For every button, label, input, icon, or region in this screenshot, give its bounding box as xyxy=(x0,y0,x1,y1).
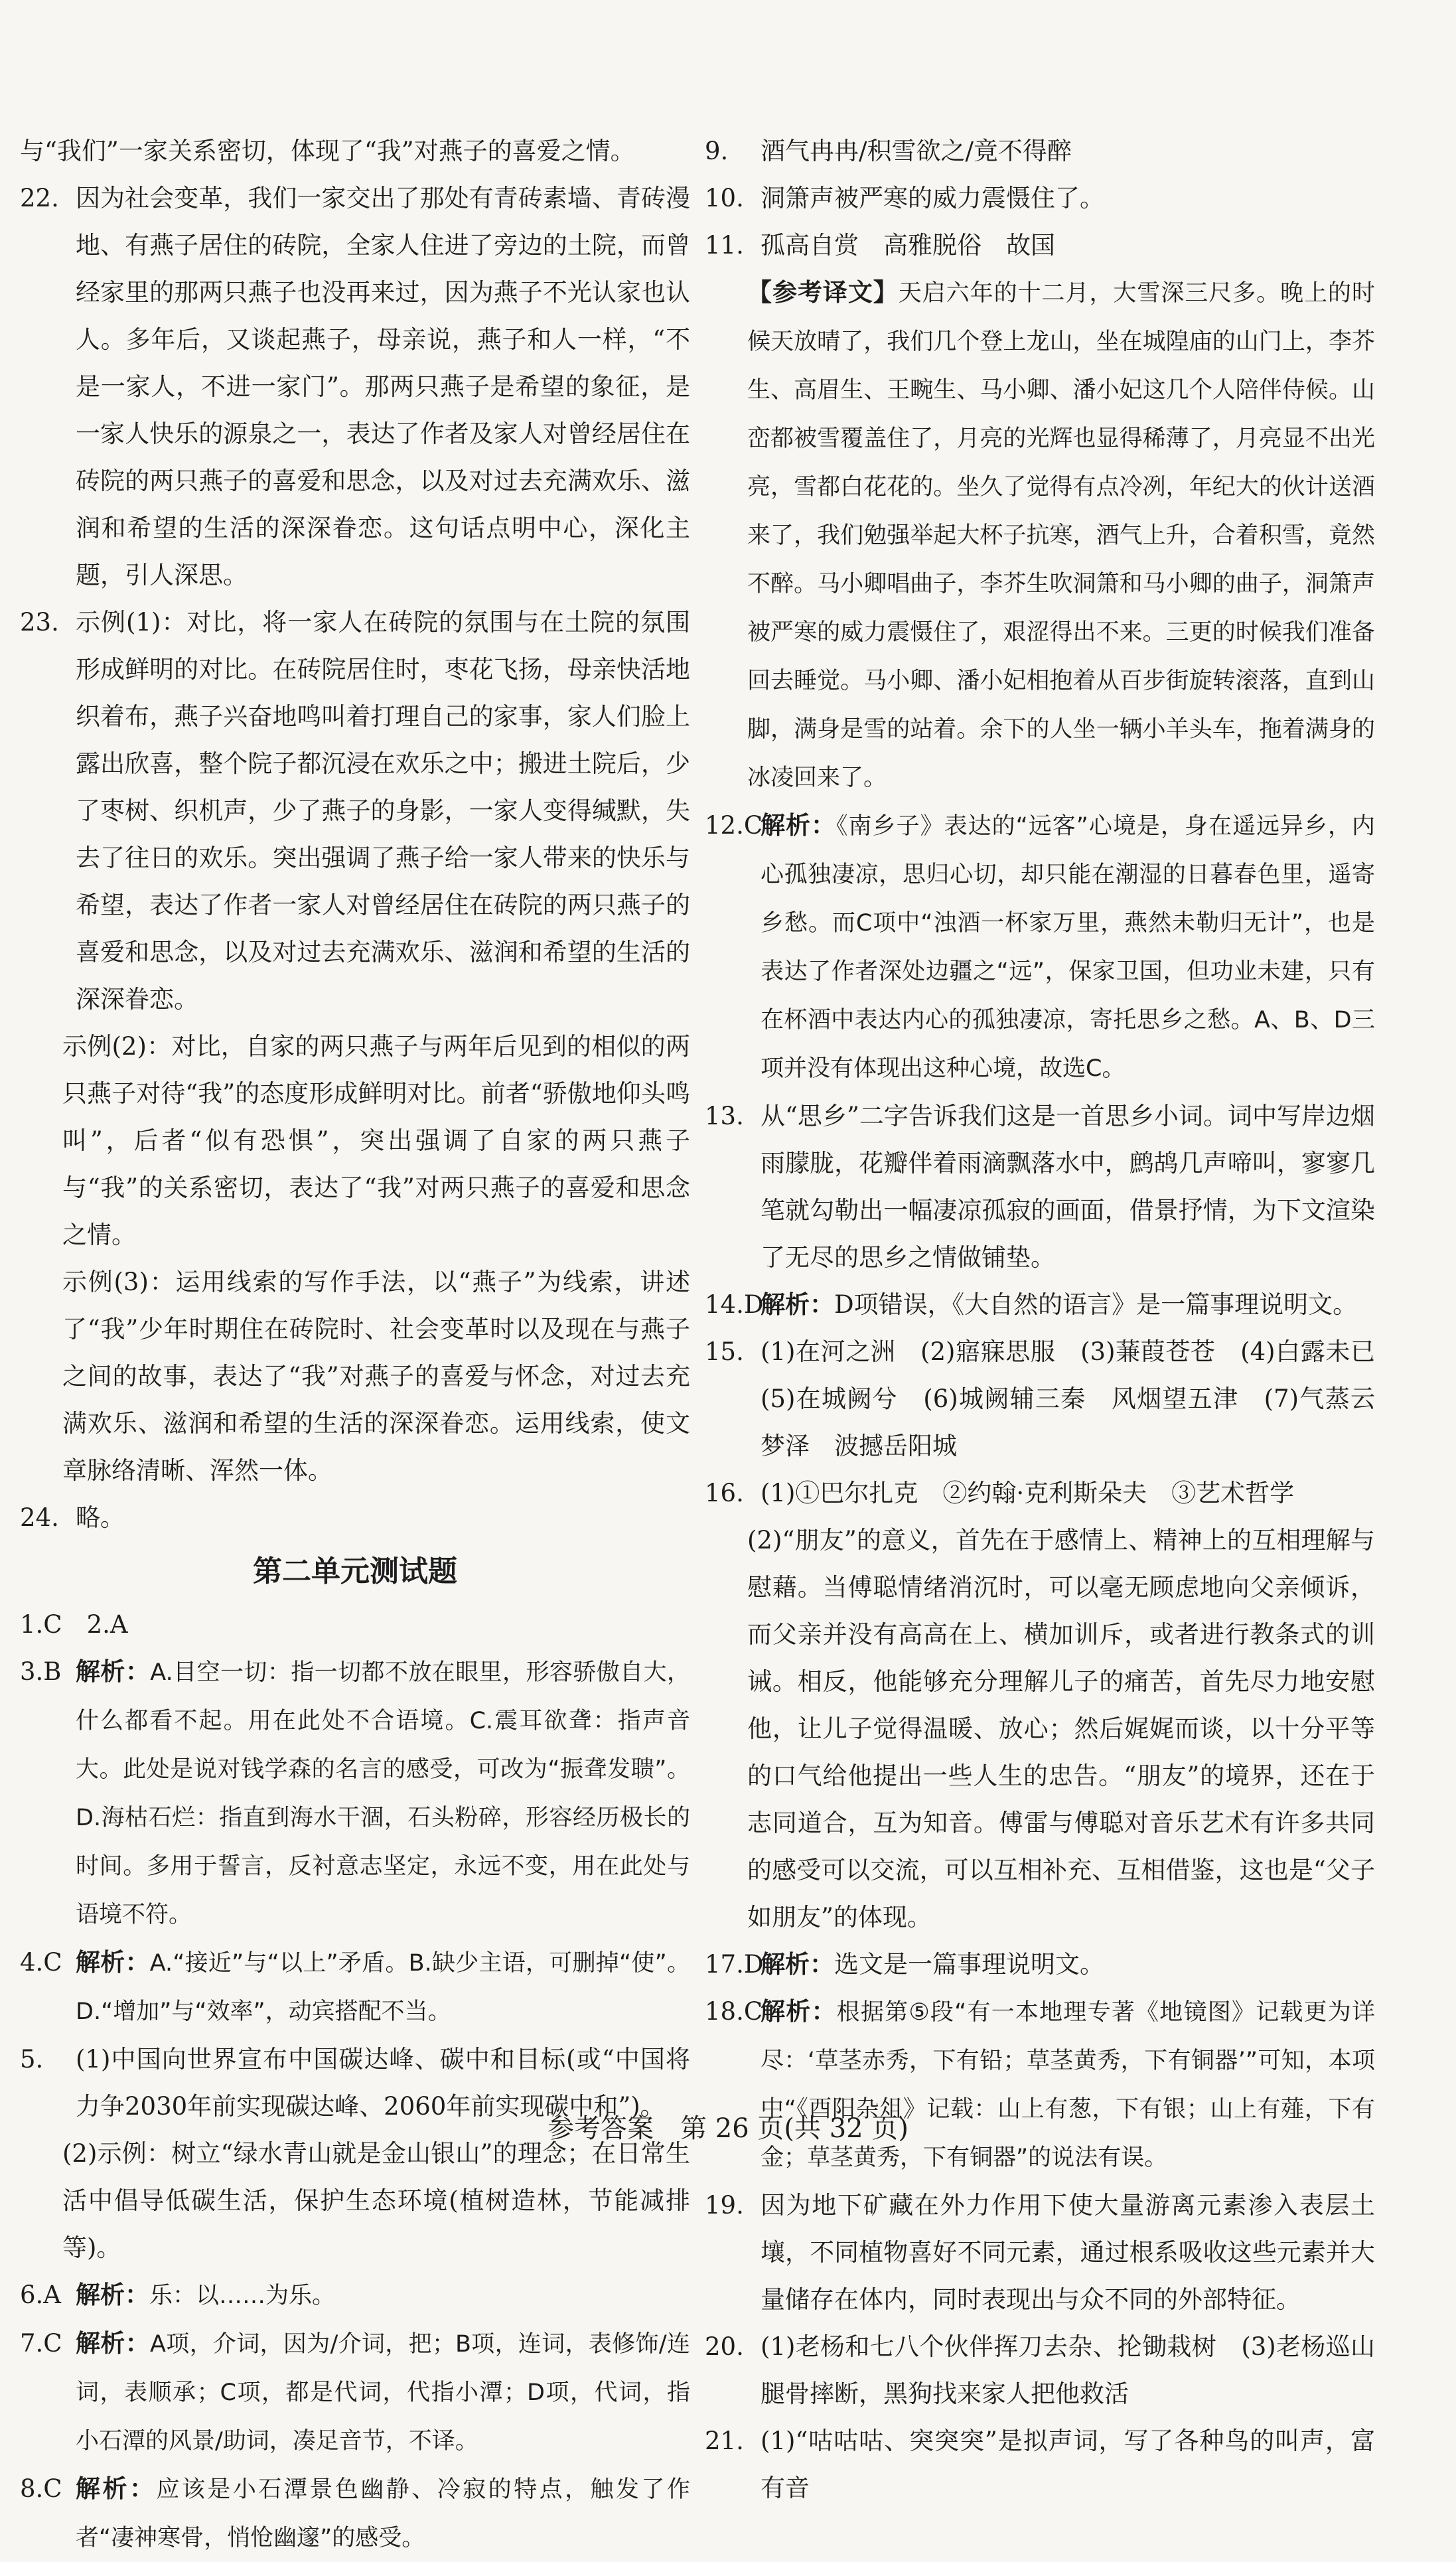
answer-21 xyxy=(705,2417,1375,2512)
answer-number: 8.C xyxy=(20,2474,62,2503)
answer-18 xyxy=(705,1988,1375,2182)
answer-text: (1)中国向世界宣布中国碳达峰、碳中和目标(或“中国将力争2030年前实现碳达峰、2060年前实现碳中和”)。 xyxy=(76,2045,690,2121)
answer-23 xyxy=(20,599,690,1023)
answer-16-part-2: (2)“朋友”的意义，首先在于感情上、精神上的互相理解与慰藉。当傅聪情绪消沉时，可以毫无顾虑地向父亲倾诉，而父亲并没有高高在上、横加训斥，或者进行教条式的训诫。相反，他能够充分理解儿子的痛苦，首先尽力地安慰他，让儿子觉得温暖、放心；然后娓娓而谈，以十分平等的口气给他提出一些人生的忠告。“朋友”的境界，还在于志同道合，互为知音。傅雷与傅聪对音乐艺术有许多共同的感受可以交流，可以互相补充、互相借鉴，这也是“父子如朋友”的体现。 xyxy=(747,1526,1375,1931)
answer-number: 22. xyxy=(20,184,59,212)
analysis-label: 解析： xyxy=(76,1657,151,1686)
answer-number: 16. xyxy=(705,1479,744,1507)
answer-text: (1)“咕咕咕、突突突”是拟声词，写了各种鸟的叫声，富有音 xyxy=(761,2427,1375,2502)
answer-5-part-2: (2)示例：树立“绿水青山就是金山银山”的理念；在日常生活中倡导低碳生活，保护生态环境(植树造林，节能减排等)。 xyxy=(62,2139,690,2262)
analysis-text: A.目空一切：指一切都不放在眼里，形容骄傲自大，什么都看不起。用在此处不合语境。C.震耳欲聋：指声音大。此处是说对钱学森的名言的感受，可改为“振聋发聩”。D.海枯石烂：指直到海水干涸，石头粉碎，形容经历极长的时间。多用于誓言，反衬意志坚定，永远不变，用在此处与语境不符。 xyxy=(76,1659,690,1928)
answer-14 xyxy=(705,1281,1375,1328)
analysis-label: 解析： xyxy=(761,810,837,840)
reference-translation xyxy=(705,269,1375,802)
answer-number: 13. xyxy=(705,1102,744,1130)
answer-6 xyxy=(20,2271,690,2320)
answer-17 xyxy=(705,1941,1375,1988)
answer-text: 从“思乡”二字告诉我们这是一首思乡小词。词中写岸边烟雨朦胧，花瓣伴着雨滴飘落水中，鹧鸪几声啼叫，寥寥几笔就勾勒出一幅凄凉孤寂的画面，借景抒情，为下文渲染了无尽的思乡之情做铺垫。 xyxy=(761,1102,1375,1272)
answer-number: 15. xyxy=(705,1337,744,1366)
answer-number: 10. xyxy=(705,184,744,212)
analysis-text: A项，介词，因为/介词，把；B项，连词，表修饰/连词，表顺承；C项，都是代词，代指小潭；D项，代词，指小石潭的风景/助词，凑足音节，不译。 xyxy=(76,2331,691,2454)
left-column xyxy=(20,127,690,2562)
answer-number: 4.C xyxy=(20,1948,62,1977)
answer-text: 洞箫声被严寒的威力震慑住了。 xyxy=(761,184,1104,212)
answer-number: 9. xyxy=(705,137,729,165)
answer-20 xyxy=(705,2323,1375,2417)
answer-text: 孤高自赏 高雅脱俗 故国 xyxy=(761,231,1055,260)
page-footer: 参考答案 第 26 页(共 32 页) xyxy=(547,2113,909,2144)
answer-12 xyxy=(705,802,1375,1093)
translation-label: 【参考译文】 xyxy=(747,277,899,307)
answer-number: 6.A xyxy=(20,2281,62,2309)
answer-7 xyxy=(20,2320,690,2465)
answer-22 xyxy=(20,175,690,599)
answer-number: 3.B xyxy=(20,1657,62,1686)
answer-text: (1)①巴尔扎克 ②约翰·克利斯朵夫 ③艺术哲学 xyxy=(761,1479,1295,1507)
answer-23-example-2: 示例(2)：对比，自家的两只燕子与两年后见到的相似的两只燕子对待“我”的态度形成鲜明对比。前者“骄傲地仰头鸣叫”，后者“似有恐惧”，突出强调了自家的两只燕子与“我”的关系密切，表达了“我”对两只燕子的喜爱和思念之情。 xyxy=(62,1032,690,1249)
answer-1-2: 1.C 2.A xyxy=(20,1610,128,1639)
answer-number: 23. xyxy=(20,608,59,637)
answer-24 xyxy=(20,1494,690,1541)
answer-text: 略。 xyxy=(76,1503,125,1532)
answer-number: 24. xyxy=(20,1503,59,1532)
right-column xyxy=(705,127,1400,2512)
analysis-label: 解析： xyxy=(76,1947,150,1977)
analysis-text: 《南乡子》表达的“远客”心境是，身在遥远异乡，内心孤独凄凉，思归心切，却只能在潮湿的日暮春色里，遥寄乡愁。而C项中“浊酒一杯家万里，燕然未勒归无计”，也是表达了作者深处边疆之“远”，保家卫国，但功业未建，只有在杯酒中表达内心的孤独凄凉，寄托思乡之愁。A、B、D三项并没有体现出这种心境，故选C。 xyxy=(761,813,1375,1082)
answer-number: 20. xyxy=(705,2332,744,2361)
answer-text: 示例(1)：对比，将一家人在砖院的氛围与在土院的氛围形成鲜明的对比。在砖院居住时，枣花飞扬，母亲快活地织着布，燕子兴奋地鸣叫着打理自己的家事，家人们脸上露出欣喜，整个院子都沉浸在欢乐之中；搬进土院后，少了枣树、织机声，少了燕子的身影，一家人变得缄默，失去了往日的欢乐。突出强调了燕子给一家人带来的快乐与希望，表达了作者一家人对曾经居住在砖院的两只燕子的喜爱和思念，以及对过去充满欢乐、滋润和希望的生活的深深眷恋。 xyxy=(76,608,690,1014)
answer-15 xyxy=(705,1328,1400,1469)
answer-13 xyxy=(705,1093,1375,1281)
answer-number: 19. xyxy=(705,2191,744,2220)
answer-3 xyxy=(20,1648,690,1939)
analysis-label: 解析： xyxy=(761,1949,834,1979)
answer-23-example-3: 示例(3)：运用线索的写作手法，以“燕子”为线索，讲述了“我”少年时期住在砖院时、社会变革时以及现在与燕子之间的故事，表达了“我”对燕子的喜爱与怀念，对过去充满欢乐、滋润和希望的生活的深深眷恋。运用线索，使文章脉络清晰、浑然一体。 xyxy=(62,1268,690,1485)
answer-11 xyxy=(705,222,1375,269)
analysis-label: 解析： xyxy=(76,2328,150,2358)
analysis-label: 解析： xyxy=(76,2280,149,2309)
answer-8 xyxy=(20,2465,690,2562)
answer-text: 酒气冉冉/积雪欲之/竟不得醉 xyxy=(761,137,1072,165)
answer-4 xyxy=(20,1939,690,2036)
answer-number: 11. xyxy=(705,231,744,260)
answer-text: 因为社会变革，我们一家交出了那处有青砖素墙、青砖漫地、有燕子居住的砖院，全家人住进了旁边的土院，而曾经家里的那两只燕子也没再来过，因为燕子不光认家也认人。多年后，又谈起燕子，母亲说，燕子和人一样，“不是一家人，不进一家门”。那两只燕子是希望的象征，是一家人快乐的源泉之一，表达了作者及家人对曾经居住在砖院的两只燕子的喜爱和思念，以及对过去充满欢乐、滋润和希望的生活的深深眷恋。这句话点明中心，深化主题，引人深思。 xyxy=(76,184,690,589)
analysis-text: D项错误，《大自然的语言》是一篇事理说明文。 xyxy=(834,1290,1358,1319)
answer-number: 17.D xyxy=(705,1950,764,1979)
q21-continuation xyxy=(20,127,690,175)
analysis-text: 应该是小石潭景色幽静、冷寂的特点，触发了作者“凄神寒骨，悄怆幽邃”的感受。 xyxy=(76,2476,690,2551)
translation-text: 天启六年的十二月，大雪深三尺多。晚上的时候天放晴了，我们几个登上龙山，坐在城隍庙的山门上，李芥生、高眉生、王畹生、马小卿、潘小妃这几个人陪伴侍候。山峦都被雪覆盖住了，月亮的光辉也显得稀薄了，月亮显不出光亮，雪都白花花的。坐久了觉得有点冷冽，年纪大的伙计送酒来了，我们勉强举起大杯子抗寒，酒气上升，合着积雪，竟然不醉。马小卿唱曲子，李芥生吹洞箫和马小卿的曲子，洞箫声被严寒的威力震慑住了，艰涩得出不来。三更的时候我们准备回去睡觉。马小卿、潘小妃相抱着从百步街旋转滚落，直到山脚，满身是雪的站着。余下的人坐一辆小羊头车，拖着满身的冰凌回来了。 xyxy=(747,280,1375,791)
answer-19 xyxy=(705,2182,1375,2323)
answer-10 xyxy=(705,175,1375,222)
section-title: 第二单元测试题 xyxy=(253,1554,457,1588)
answer-number: 21. xyxy=(705,2427,744,2455)
analysis-text: 乐：以……为乐。 xyxy=(149,2283,336,2309)
answer-9 xyxy=(705,127,1375,175)
answer-number: 18.C xyxy=(705,1997,763,2026)
answer-text: (1)老杨和七八个伙伴挥刀去杂、抡锄栽树 (3)老杨巡山腿骨摔断，黑狗找来家人把他救活 xyxy=(761,2332,1375,2408)
analysis-text: 根据第⑤段“有一本地理专著《地镜图》记载更为详尽：‘草茎赤秀，下有铅；草茎黄秀，下有铜器’”可知，本项中“《酉阳杂俎》记载：山上有葱，下有银；山上有薤，下有金；草茎黄秀，下有铜器”的说法有误。 xyxy=(761,1999,1376,2171)
analysis-label: 解析： xyxy=(76,2474,157,2503)
analysis-label: 解析： xyxy=(761,1997,837,2026)
answer-text: (1)在河之洲 (2)寤寐思服 (3)蒹葭苍苍 (4)白露未已 (5)在城阙兮 (6)城阙辅三秦 风烟望五津 (7)气蒸云梦泽 波撼岳阳城 xyxy=(761,1337,1400,1460)
analysis-text: A.“接近”与“以上”矛盾。B.缺少主语，可删掉“使”。D.“增加”与“效率”，动宾搭配不当。 xyxy=(76,1950,690,2025)
intro-text: 与“我们”一家关系密切，体现了“我”对燕子的喜爱之情。 xyxy=(20,137,635,165)
answer-number: 5. xyxy=(20,2045,44,2073)
answer-number: 12.C xyxy=(705,811,763,840)
analysis-text: 选文是一篇事理说明文。 xyxy=(834,1950,1104,1979)
analysis-label: 解析： xyxy=(761,1290,834,1319)
answer-number: 7.C xyxy=(20,2329,62,2358)
answer-number: 14.D xyxy=(705,1290,764,1319)
answer-16 xyxy=(705,1469,1375,1517)
answer-text: 因为地下矿藏在外力作用下使大量游离元素渗入表层土壤，不同植物喜好不同元素，通过根系吸收这些元素并大量储存在体内，同时表现出与众不同的外部特征。 xyxy=(761,2191,1375,2314)
